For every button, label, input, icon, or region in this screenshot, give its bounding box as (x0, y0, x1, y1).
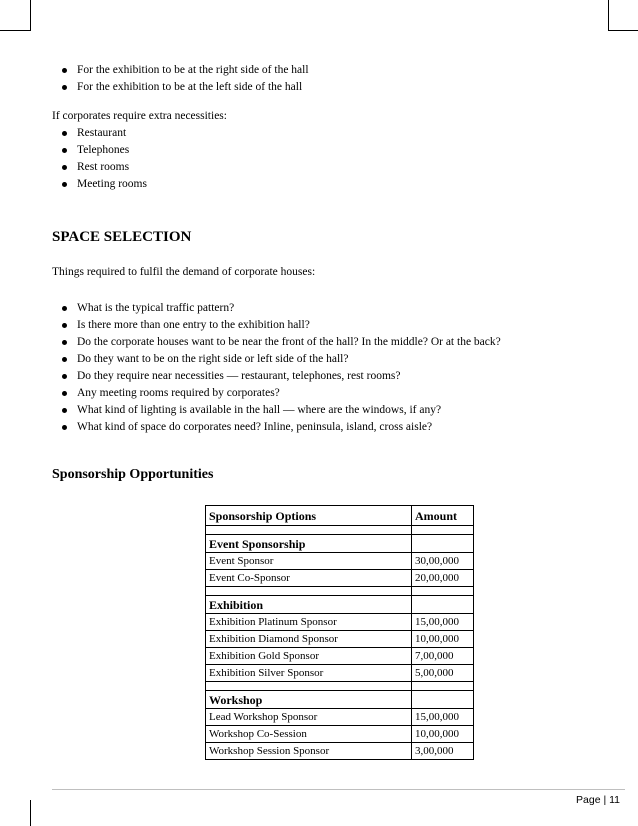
table-section-row (206, 596, 474, 614)
column-header-options: Sponsorship Options (206, 506, 412, 526)
list-item: Do the corporate houses want to be near the front of the hall? In the middle? Or at the back? (52, 334, 501, 351)
page-number: Page | 11 (576, 794, 620, 806)
amount-cell: 15,00,000 (412, 614, 474, 631)
space-questions-list (52, 300, 501, 436)
list-item: For the exhibition to be at the left side of the hall (52, 79, 309, 96)
table-row (206, 665, 474, 682)
amount-cell: 5,00,000 (412, 665, 474, 682)
crop-mark (608, 30, 638, 31)
list-item: Is there more than one entry to the exhibition hall? (52, 317, 501, 334)
table-spacer-row (206, 526, 474, 535)
sponsorship-heading: Sponsorship Opportunities (52, 467, 214, 482)
table-row (206, 570, 474, 587)
space-selection-heading: SPACE SELECTION (52, 229, 192, 245)
table-header-row (206, 506, 474, 526)
amount-cell: 3,00,000 (412, 743, 474, 760)
table-row (206, 648, 474, 665)
option-cell: Lead Workshop Sponsor (206, 709, 412, 726)
amount-cell: 7,00,000 (412, 648, 474, 665)
table-spacer-row (206, 682, 474, 691)
list-item: Do they want to be on the right side or left side of the hall? (52, 351, 501, 368)
hall-side-list (52, 62, 309, 96)
footer-divider (52, 789, 625, 790)
column-header-amount: Amount (412, 506, 474, 526)
list-item: What kind of space do corporates need? Inline, peninsula, island, cross aisle? (52, 419, 501, 436)
list-item: Meeting rooms (52, 176, 147, 193)
table-row (206, 614, 474, 631)
table-row (206, 709, 474, 726)
table-row (206, 553, 474, 570)
section-title: Workshop (206, 691, 412, 709)
amount-cell: 20,00,000 (412, 570, 474, 587)
table-spacer-row (206, 587, 474, 596)
list-item: Telephones (52, 142, 147, 159)
list-item: Rest rooms (52, 159, 147, 176)
option-cell: Exhibition Diamond Sponsor (206, 631, 412, 648)
amount-cell: 15,00,000 (412, 709, 474, 726)
amount-cell: 10,00,000 (412, 726, 474, 743)
list-item: What is the typical traffic pattern? (52, 300, 501, 317)
necessities-intro: If corporates require extra necessities: (52, 110, 227, 122)
option-cell: Workshop Co-Session (206, 726, 412, 743)
sponsorship-table (205, 505, 474, 760)
option-cell: Workshop Session Sponsor (206, 743, 412, 760)
list-item: For the exhibition to be at the right side of the hall (52, 62, 309, 79)
option-cell: Exhibition Silver Sponsor (206, 665, 412, 682)
amount-cell: 10,00,000 (412, 631, 474, 648)
table-section-row (206, 691, 474, 709)
space-selection-intro: Things required to fulfil the demand of corporate houses: (52, 266, 316, 278)
option-cell: Event Sponsor (206, 553, 412, 570)
list-item: Any meeting rooms required by corporates? (52, 385, 501, 402)
crop-mark (608, 0, 609, 31)
table-row (206, 631, 474, 648)
section-title: Exhibition (206, 596, 412, 614)
list-item: Do they require near necessities — restaurant, telephones, rest rooms? (52, 368, 501, 385)
amount-cell: 30,00,000 (412, 553, 474, 570)
option-cell: Exhibition Platinum Sponsor (206, 614, 412, 631)
option-cell: Exhibition Gold Sponsor (206, 648, 412, 665)
list-item: What kind of lighting is available in the hall — where are the windows, if any? (52, 402, 501, 419)
section-title: Event Sponsorship (206, 535, 412, 553)
table-row (206, 726, 474, 743)
list-item: Restaurant (52, 125, 147, 142)
option-cell: Event Co-Sponsor (206, 570, 412, 587)
table-section-row (206, 535, 474, 553)
crop-mark (0, 30, 31, 31)
necessities-list (52, 125, 147, 193)
crop-mark (30, 0, 31, 31)
crop-mark (30, 800, 31, 826)
table-row (206, 743, 474, 760)
